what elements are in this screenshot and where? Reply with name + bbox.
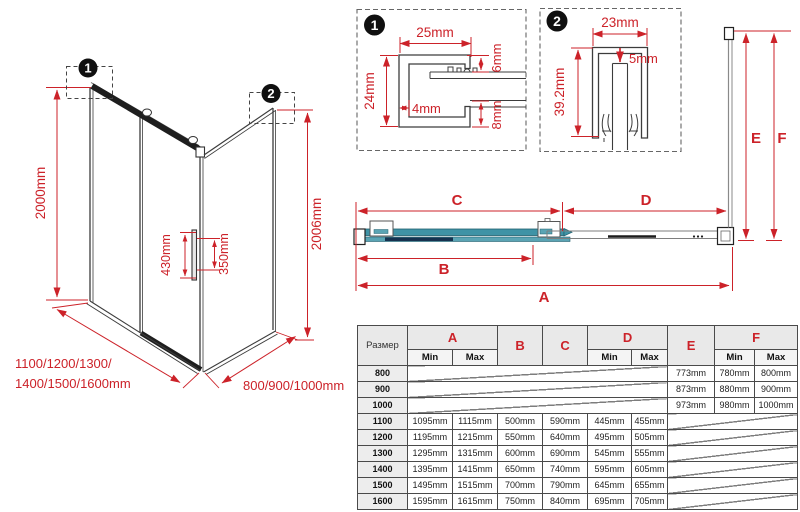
table-row — [358, 430, 798, 446]
detail-2-top-width: 23mm — [601, 15, 639, 30]
b-cell: 600mm — [498, 446, 543, 462]
a-min-cell: 1595mm — [408, 494, 453, 510]
a-max-cell: 1415mm — [453, 462, 498, 478]
table-row — [358, 366, 798, 382]
a-min-cell: 1395mm — [408, 462, 453, 478]
d-min-cell: 495mm — [588, 430, 632, 446]
b-cell: 750mm — [498, 494, 543, 510]
na-cell — [668, 414, 798, 430]
a-min-cell: 1195mm — [408, 430, 453, 446]
detail-1-bottom-inset: 8mm — [489, 100, 504, 130]
width-range-line2: 1400/1500/1600mm — [15, 376, 131, 391]
a-max-cell: 1215mm — [453, 430, 498, 446]
plan-dim-b: B — [438, 261, 450, 278]
b-cell: 650mm — [498, 462, 543, 478]
f-max-header: Max — [755, 350, 798, 366]
a-min-header: Min — [408, 350, 453, 366]
callout-1-number: 1 — [84, 60, 92, 76]
f-min-header: Min — [715, 350, 755, 366]
c-cell: 690mm — [543, 446, 588, 462]
d-max-cell: 605mm — [632, 462, 668, 478]
size-cell: 1000 — [358, 398, 408, 414]
height-right-label: 2006mm — [309, 197, 324, 251]
na-cell — [668, 462, 798, 478]
c-cell: 840mm — [543, 494, 588, 510]
width-range-line1: 1100/1200/1300/ — [15, 356, 112, 371]
detail-2-number: 2 — [553, 13, 561, 29]
b-cell: 500mm — [498, 414, 543, 430]
size-cell: 1400 — [358, 462, 408, 478]
detail-1-wall-gap: 4mm — [412, 101, 441, 116]
column-b-header: B — [498, 326, 543, 366]
table-row — [358, 462, 798, 478]
plan-dim-e: E — [750, 130, 762, 147]
d-min-cell: 695mm — [588, 494, 632, 510]
detail-1-top-inset: 6mm — [489, 43, 504, 73]
na-cell — [408, 382, 668, 398]
detail-1 — [357, 10, 526, 151]
e-cell: 973mm — [668, 398, 715, 414]
na-cell — [668, 494, 798, 510]
detail-2-glass-inset: 5mm — [629, 51, 658, 66]
column-f-header: F — [715, 326, 798, 350]
d-max-cell: 555mm — [632, 446, 668, 462]
size-cell: 1300 — [358, 446, 408, 462]
d-max-cell: 655mm — [632, 478, 668, 494]
handle-outer-label: 430mm — [159, 234, 173, 276]
callout-2-number: 2 — [267, 86, 275, 101]
f-max-cell: 900mm — [755, 382, 798, 398]
column-c-header: C — [543, 326, 588, 366]
b-cell: 700mm — [498, 478, 543, 494]
detail-2-height: 39.2mm — [552, 67, 567, 117]
column-e-header: E — [668, 326, 715, 366]
size-cell: 1200 — [358, 430, 408, 446]
c-cell: 740mm — [543, 462, 588, 478]
plan-dim-d: D — [640, 192, 652, 209]
detail-1-number: 1 — [370, 17, 379, 33]
table-row — [358, 414, 798, 430]
a-max-cell: 1515mm — [453, 478, 498, 494]
a-max-cell: 1315mm — [453, 446, 498, 462]
handle-inner-label: 350mm — [217, 233, 231, 275]
plan-dim-f: F — [777, 130, 787, 147]
na-cell — [668, 446, 798, 462]
table-row — [358, 494, 798, 510]
roller-1 — [143, 109, 152, 116]
table-row — [358, 398, 798, 414]
detail-1-top-width: 25mm — [416, 25, 454, 40]
size-cell: 800 — [358, 366, 408, 382]
callout-2-marker — [250, 84, 295, 124]
d-max-cell: 455mm — [632, 414, 668, 430]
c-cell: 640mm — [543, 430, 588, 446]
e-cell: 873mm — [668, 382, 715, 398]
a-min-cell: 1095mm — [408, 414, 453, 430]
roller-2 — [189, 137, 198, 144]
a-max-cell: 1115mm — [453, 414, 498, 430]
size-cell: 900 — [358, 382, 408, 398]
size-table — [357, 325, 798, 510]
d-min-cell: 595mm — [588, 462, 632, 478]
a-min-cell: 1495mm — [408, 478, 453, 494]
f-min-cell: 880mm — [715, 382, 755, 398]
c-cell: 590mm — [543, 414, 588, 430]
depth-range-label: 800/900/1000mm — [243, 378, 345, 393]
c-cell: 790mm — [543, 478, 588, 494]
plan-dim-a: A — [538, 289, 550, 306]
d-max-header: Max — [632, 350, 668, 366]
d-max-cell: 705mm — [632, 494, 668, 510]
size-column-header: Размер — [358, 326, 408, 366]
detail-1-height: 24mm — [362, 72, 377, 110]
size-cell: 1500 — [358, 478, 408, 494]
table-row — [358, 478, 798, 494]
column-a-header: A — [408, 326, 498, 350]
d-min-header: Min — [588, 350, 632, 366]
corner-connector — [718, 228, 734, 245]
detail-2 — [540, 9, 681, 152]
table-row — [358, 382, 798, 398]
e-cell: 773mm — [668, 366, 715, 382]
a-max-cell: 1615mm — [453, 494, 498, 510]
na-cell — [668, 478, 798, 494]
d-min-cell: 445mm — [588, 414, 632, 430]
d-max-cell: 505mm — [632, 430, 668, 446]
iso-view — [87, 83, 278, 375]
f-max-cell: 1000mm — [755, 398, 798, 414]
f-min-cell: 980mm — [715, 398, 755, 414]
na-cell — [408, 398, 668, 414]
d-min-cell: 645mm — [588, 478, 632, 494]
iso-dimensions — [46, 88, 314, 389]
door-handle — [192, 230, 197, 280]
a-min-cell: 1295mm — [408, 446, 453, 462]
na-cell — [408, 366, 668, 382]
b-cell: 550mm — [498, 430, 543, 446]
table-row — [358, 446, 798, 462]
f-max-cell: 800mm — [755, 366, 798, 382]
a-max-header: Max — [453, 350, 498, 366]
f-min-cell: 780mm — [715, 366, 755, 382]
size-cell: 1100 — [358, 414, 408, 430]
plan-dim-c: C — [451, 192, 463, 209]
height-left-label: 2000mm — [33, 166, 48, 220]
size-cell: 1600 — [358, 494, 408, 510]
column-d-header: D — [588, 326, 668, 350]
na-cell — [668, 430, 798, 446]
d-min-cell: 545mm — [588, 446, 632, 462]
